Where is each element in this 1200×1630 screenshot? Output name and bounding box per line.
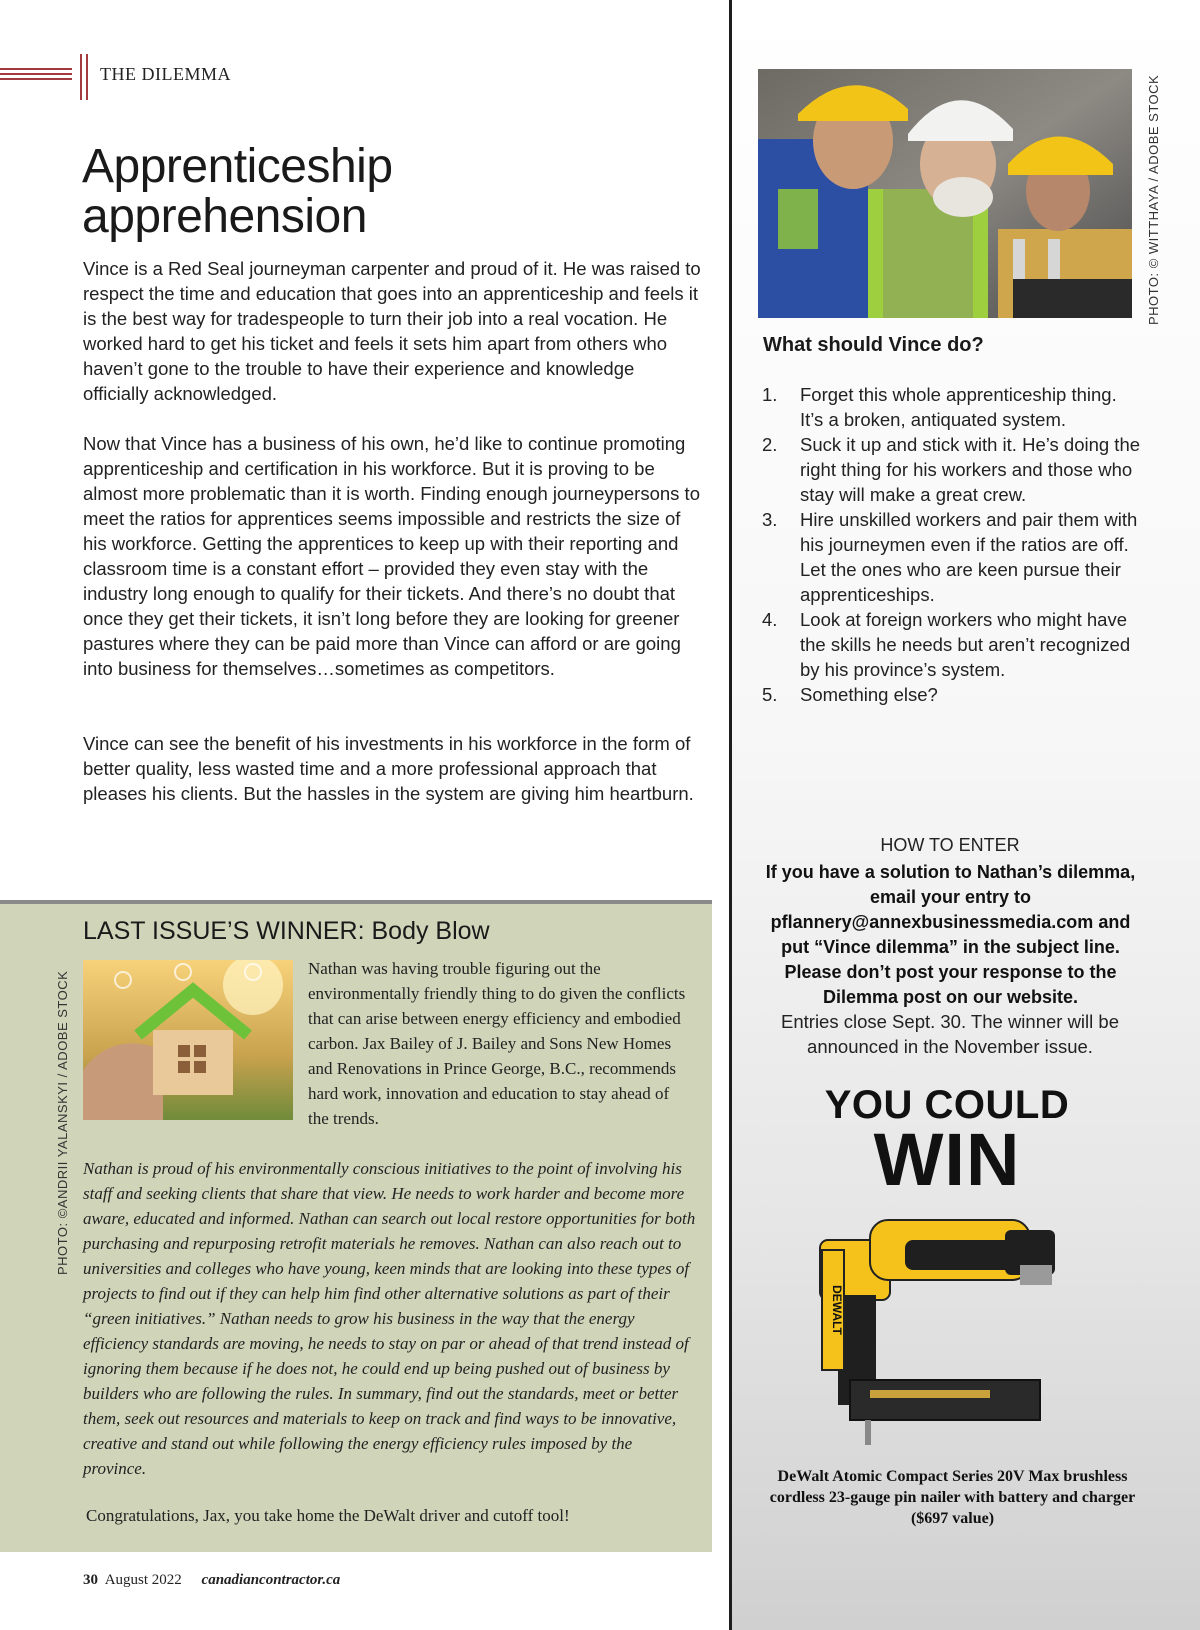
option-number: 4. xyxy=(762,609,778,630)
option-text: Forget this whole apprenticeship thing. It’s a broken, antiquated system. xyxy=(800,384,1117,430)
winner-intro: Nathan was having trouble figuring out the environmentally friendly thing to do given the conflicts that can arise between energy efficiency and embodied carbon. Jax Bailey of J. Bailey and Sons New Homes and Renovations in Prince George, B.C., recommends hard work, innovation and education to stay ahead of the trends. xyxy=(308,959,686,1128)
how-to-enter-instructions: If you have a solution to Nathan’s dilemma, email your entry to pflannery@annexbusinessmedia.com and put “Vince dilemma” in the subject line. Please don’t post your response to the Dilemma post on our website. xyxy=(765,862,1136,1007)
page-number: 30 xyxy=(83,1572,98,1588)
option-text: Suck it up and stick with it. He’s doing the right thing for his workers and those who stay will make a great crew. xyxy=(800,434,1141,505)
page-footer xyxy=(83,1572,340,1589)
tool-brand-label: DEWALT xyxy=(830,1285,844,1335)
prize-description: DeWalt Atomic Compact Series 20V Max brushless cordless 23-gauge pin nailer with battery and charger ($697 value) xyxy=(769,1468,1136,1527)
entry-deadline: Entries close Sept. 30. The winner will be announced in the November issue. xyxy=(781,1011,1119,1057)
headline-line: apprehension xyxy=(82,190,367,243)
options-list xyxy=(762,382,1142,707)
photo-credit-text: PHOTO: ©ANDRII YALANSKYI / ADOBE STOCK xyxy=(55,970,70,1275)
list-item xyxy=(762,607,1142,682)
you-could-heading: YOU COULD xyxy=(824,1083,1070,1127)
option-text: Look at foreign workers who might have the skills he needs but aren’t recognized by his province’s system. xyxy=(800,609,1131,680)
winner-response: Nathan is proud of his environmentally conscious initiatives to the point of involving his staff and seeking clients that share that view. He needs to work harder and become more aware, educated and informed. Nathan can search out local restore opportunities for both purchasing and repurposing retrofit materials he removes. Nathan can also reach out to universities and colleges who have young, keen minds that are looking into these types of projects to find out if they can help him find other alternative solutions as part of their “green initiatives.” Nathan needs to grow his business in the way that the energy efficiency standards are moving, he needs to stay on par or ahead of that trend instead of ignoring them because if he does not, he could end up being pushed out of business by builders who are following the rules. In summary, find out the standards, meet or better them, seek out resources and materials to keep on track and find ways to be innovative, creative and stand out while following the energy efficiency rules imposed by the province. xyxy=(83,1159,696,1478)
option-number: 5. xyxy=(762,684,778,705)
eco-house-photo xyxy=(83,960,293,1120)
section-tag-bar xyxy=(80,54,82,100)
option-text: Something else? xyxy=(800,684,938,705)
workers-photo xyxy=(758,69,1132,318)
headline-line: Apprenticeship xyxy=(82,140,393,193)
winner-heading: LAST ISSUE’S WINNER: Body Blow xyxy=(83,917,490,945)
winner-congrats: Congratulations, Jax, you take home the DeWalt driver and cutoff tool! xyxy=(86,1506,570,1525)
photo-credit-text: PHOTO: © WITTHAYA / ADOBE STOCK xyxy=(1146,74,1161,325)
pin-nailer-image xyxy=(810,1210,1090,1450)
section-tag-bar xyxy=(86,54,88,100)
issue-date: August 2022 xyxy=(104,1572,182,1588)
list-item xyxy=(762,432,1142,507)
option-text: Hire unskilled workers and pair them with his journeymen even if the ratios are off. Let the ones who are keen pursue their apprenticeships. xyxy=(800,509,1138,605)
list-item xyxy=(762,507,1142,607)
article-headline xyxy=(82,142,682,242)
article-paragraph: Vince is a Red Seal journeyman carpenter and proud of it. He was raised to respect the time and education that goes into an apprenticeship and feels it is the best way for tradespeople to turn their job into a real vocation. He worked hard to get his ticket and feels it sets him apart from others who haven’t gone to the trouble to have their experience and knowledge officially acknowledged. xyxy=(83,258,701,404)
section-tag: THE DILEMMA xyxy=(100,64,231,84)
section-tag-rule xyxy=(0,68,72,82)
photo-credit xyxy=(55,965,73,1275)
option-number: 1. xyxy=(762,384,778,405)
article-paragraph: Now that Vince has a business of his own, he’d like to continue promoting apprenticeship and certification in his workforce. But it is proving to be almost more problematic than it is worth. Finding enough journeypersons to meet the ratios for apprentices seems impossible and restricts the size of his workforce. Getting the apprentices to keep up with their reporting and classroom time is a constant effort – provided they even stay with the industry long enough to qualify for their tickets. And there’s no doubt that once they get their tickets, it isn’t long before they are looking for greener pastures where they can be paid more than Vince can afford or are going into business for themselves…sometimes as competitors. xyxy=(83,433,700,679)
win-heading: WIN xyxy=(873,1118,1021,1201)
option-number: 3. xyxy=(762,509,778,530)
website-link[interactable]: canadiancontractor.ca xyxy=(201,1572,341,1588)
list-item xyxy=(762,682,1142,707)
article-paragraph: Vince can see the benefit of his investments in his workforce in the form of better quality, less wasted time and a more professional approach that pleases his clients. But the hassles in the system are giving him heartburn. xyxy=(83,733,694,804)
how-to-enter-title: HOW TO ENTER xyxy=(880,835,1020,855)
column-divider xyxy=(729,0,732,1630)
dilemma-question: What should Vince do? xyxy=(763,334,984,356)
list-item xyxy=(762,382,1142,432)
photo-credit xyxy=(1146,67,1164,325)
option-number: 2. xyxy=(762,434,778,455)
